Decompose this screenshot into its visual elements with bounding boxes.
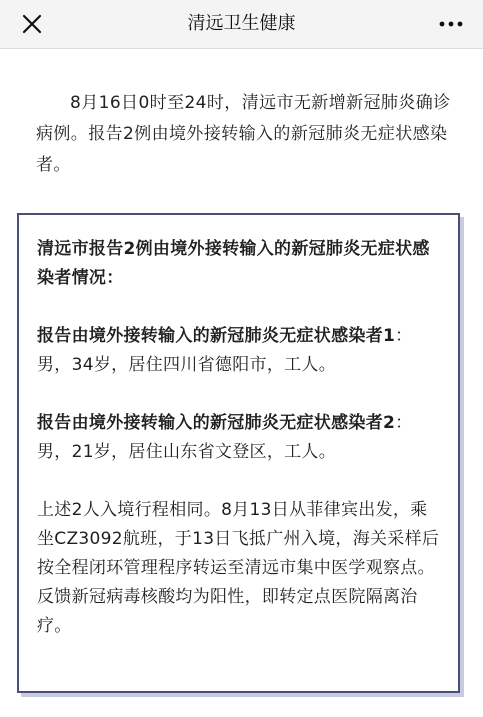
page-title: 清远卫生健康 [187,13,296,34]
case-2-detail: ：男，21岁，居住山东省文登区，工人。 [37,413,413,462]
card-heading: 清远市报告2例由境外接转输入的新冠肺炎无症状感染者情况： [37,239,430,288]
more-options-icon[interactable] [435,10,467,38]
card-content [37,235,442,641]
case-2 [37,409,442,467]
case-1-detail: ：男，34岁，居住四川省德阳市，工人。 [37,326,413,375]
intro-paragraph [36,88,466,181]
top-bar [0,0,483,49]
case-1 [37,322,442,380]
case-info-card [17,213,460,693]
summary-paragraph: 上述2人入境行程相同。8月13日从菲律宾出发，乘坐CZ3092航班，于13日飞抵广州入境，海关采样后按全程闭环管理程序转运至清远市集中医学观察点。反馈新冠病毒核酸均为阳性，即转定点医院隔离治疗。 [37,500,440,636]
case-1-label: 报告由境外接转输入的新冠肺炎无症状感染者1 [37,326,396,346]
intro-text: 8月16日0时至24时，清远市无新增新冠肺炎确诊病例。报告2例由境外接转输入的新冠肺炎无症状感染者。 [36,93,451,175]
case-2-label: 报告由境外接转输入的新冠肺炎无症状感染者2 [37,413,396,433]
